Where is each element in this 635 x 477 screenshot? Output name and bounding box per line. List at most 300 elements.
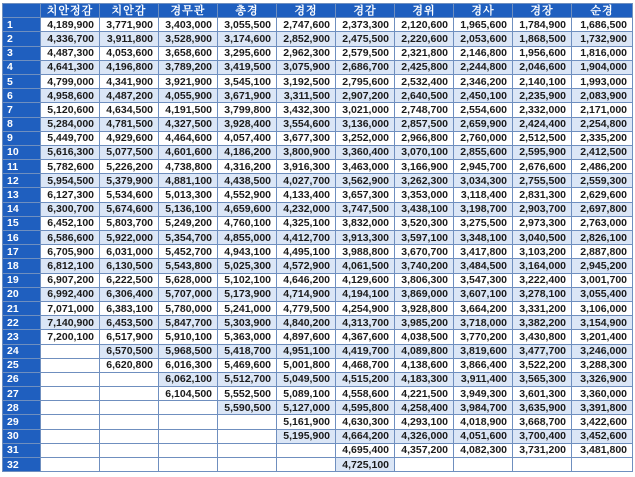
table-cell: 2,332,000	[513, 103, 572, 117]
table-cell: 2,748,700	[395, 103, 454, 117]
table-cell: 3,747,500	[336, 202, 395, 216]
table-cell: 1,904,000	[572, 60, 633, 74]
table-cell: 3,832,000	[336, 216, 395, 230]
table-cell: 3,601,300	[513, 387, 572, 401]
row-number: 16	[3, 231, 41, 245]
table-cell: 2,826,100	[572, 231, 633, 245]
table-cell: 4,641,300	[41, 60, 100, 74]
row-number: 7	[3, 103, 41, 117]
table-cell: 3,481,800	[572, 443, 633, 457]
table-cell: 3,789,200	[159, 60, 218, 74]
table-cell: 4,840,200	[277, 316, 336, 330]
table-cell: 4,186,200	[218, 145, 277, 159]
table-row	[3, 89, 633, 103]
table-cell: 4,336,700	[41, 32, 100, 46]
table-cell: 4,129,600	[336, 273, 395, 287]
table-cell: 7,140,900	[41, 316, 100, 330]
row-number: 28	[3, 401, 41, 415]
table-cell: 5,616,300	[41, 145, 100, 159]
table-cell: 3,677,300	[277, 131, 336, 145]
table-cell	[277, 458, 336, 472]
table-cell: 2,629,600	[572, 188, 633, 202]
table-cell: 6,306,400	[100, 287, 159, 301]
table-cell: 2,559,300	[572, 174, 633, 188]
header-corner	[3, 4, 41, 18]
table-cell	[218, 429, 277, 443]
table-cell: 1,965,600	[454, 18, 513, 32]
table-cell: 3,391,800	[572, 401, 633, 415]
row-number: 14	[3, 202, 41, 216]
table-cell: 4,327,500	[159, 117, 218, 131]
table-cell: 4,089,800	[395, 344, 454, 358]
table-cell: 3,658,600	[159, 46, 218, 60]
table-row	[3, 160, 633, 174]
column-header: 치안정감	[41, 4, 100, 18]
table-cell: 5,226,200	[100, 160, 159, 174]
table-cell: 3,075,900	[277, 60, 336, 74]
table-row	[3, 74, 633, 88]
table-cell: 5,136,100	[159, 202, 218, 216]
row-number: 32	[3, 458, 41, 472]
row-number: 24	[3, 344, 41, 358]
table-row	[3, 18, 633, 32]
table-cell	[100, 372, 159, 386]
table-cell: 3,562,900	[336, 174, 395, 188]
table-cell: 2,857,500	[395, 117, 454, 131]
table-cell: 4,133,400	[277, 188, 336, 202]
table-cell: 3,916,300	[277, 160, 336, 174]
table-cell: 4,951,100	[277, 344, 336, 358]
table-row	[3, 443, 633, 457]
table-cell: 2,962,300	[277, 46, 336, 60]
table-cell: 4,714,900	[277, 287, 336, 301]
table-cell: 3,528,900	[159, 32, 218, 46]
table-cell	[218, 415, 277, 429]
table-cell: 2,973,300	[513, 216, 572, 230]
table-cell	[41, 401, 100, 415]
table-cell: 3,988,800	[336, 245, 395, 259]
table-cell: 4,357,200	[395, 443, 454, 457]
table-cell	[100, 429, 159, 443]
table-cell: 5,469,600	[218, 358, 277, 372]
table-cell: 4,254,900	[336, 301, 395, 315]
table-cell	[41, 443, 100, 457]
table-cell: 6,586,600	[41, 231, 100, 245]
table-cell: 2,450,100	[454, 89, 513, 103]
table-cell: 5,780,000	[159, 301, 218, 315]
row-number: 13	[3, 188, 41, 202]
table-cell: 4,487,300	[41, 46, 100, 60]
table-cell: 2,475,500	[336, 32, 395, 46]
table-cell: 3,164,000	[513, 259, 572, 273]
table-row	[3, 174, 633, 188]
table-cell: 6,620,800	[100, 358, 159, 372]
table-cell: 3,262,300	[395, 174, 454, 188]
table-cell: 3,911,800	[100, 32, 159, 46]
table-row	[3, 131, 633, 145]
table-cell	[159, 443, 218, 457]
table-cell: 3,275,500	[454, 216, 513, 230]
table-cell: 4,695,400	[336, 443, 395, 457]
table-cell: 7,071,000	[41, 301, 100, 315]
table-cell: 3,452,600	[572, 429, 633, 443]
table-cell: 2,146,800	[454, 46, 513, 60]
table-row	[3, 387, 633, 401]
table-cell: 2,579,500	[336, 46, 395, 60]
table-cell: 4,929,600	[100, 131, 159, 145]
table-cell: 4,057,400	[218, 131, 277, 145]
row-number: 23	[3, 330, 41, 344]
table-cell: 1,868,500	[513, 32, 572, 46]
row-number: 15	[3, 216, 41, 230]
table-cell: 4,897,600	[277, 330, 336, 344]
table-cell: 2,795,600	[336, 74, 395, 88]
table-cell: 3,222,400	[513, 273, 572, 287]
table-cell: 5,025,300	[218, 259, 277, 273]
table-cell: 5,241,000	[218, 301, 277, 315]
table-cell: 3,463,000	[336, 160, 395, 174]
table-cell: 4,183,300	[395, 372, 454, 386]
table-cell: 6,031,000	[100, 245, 159, 259]
table-cell: 4,595,800	[336, 401, 395, 415]
column-header: 경위	[395, 4, 454, 18]
table-row	[3, 202, 633, 216]
table-cell: 2,424,400	[513, 117, 572, 131]
table-cell: 5,195,900	[277, 429, 336, 443]
table-cell: 6,907,200	[41, 273, 100, 287]
table-row	[3, 273, 633, 287]
table-cell: 3,331,200	[513, 301, 572, 315]
table-cell: 5,534,600	[100, 188, 159, 202]
table-cell: 4,053,600	[100, 46, 159, 60]
table-cell: 4,779,500	[277, 301, 336, 315]
table-cell: 3,021,000	[336, 103, 395, 117]
table-cell: 5,512,700	[218, 372, 277, 386]
table-row	[3, 145, 633, 159]
table-cell: 2,254,800	[572, 117, 633, 131]
row-number: 21	[3, 301, 41, 315]
table-cell: 4,232,000	[277, 202, 336, 216]
table-cell: 2,747,600	[277, 18, 336, 32]
table-cell: 2,532,400	[395, 74, 454, 88]
table-cell: 3,547,300	[454, 273, 513, 287]
table-cell: 3,799,800	[218, 103, 277, 117]
table-cell: 3,432,300	[277, 103, 336, 117]
salary-table-container	[2, 3, 633, 472]
table-cell: 2,640,500	[395, 89, 454, 103]
table-cell: 4,881,100	[159, 174, 218, 188]
table-row	[3, 46, 633, 60]
table-cell: 4,725,100	[336, 458, 395, 472]
table-cell: 3,311,500	[277, 89, 336, 103]
table-cell: 2,659,900	[454, 117, 513, 131]
table-cell: 3,740,200	[395, 259, 454, 273]
table-cell: 4,316,200	[218, 160, 277, 174]
table-cell: 3,984,700	[454, 401, 513, 415]
table-cell: 3,819,600	[454, 344, 513, 358]
table-cell: 4,191,500	[159, 103, 218, 117]
table-cell: 2,346,200	[454, 74, 513, 88]
row-number: 1	[3, 18, 41, 32]
table-cell: 5,303,900	[218, 316, 277, 330]
table-cell	[395, 458, 454, 472]
table-cell: 3,246,000	[572, 344, 633, 358]
table-cell: 4,572,900	[277, 259, 336, 273]
table-cell: 3,070,100	[395, 145, 454, 159]
table-cell: 3,597,100	[395, 231, 454, 245]
row-number: 12	[3, 174, 41, 188]
table-cell: 5,102,100	[218, 273, 277, 287]
column-header: 치안감	[100, 4, 159, 18]
table-cell: 2,903,700	[513, 202, 572, 216]
table-row	[3, 32, 633, 46]
table-cell: 4,738,800	[159, 160, 218, 174]
table-cell: 3,403,000	[159, 18, 218, 32]
table-cell: 5,449,700	[41, 131, 100, 145]
table-row	[3, 372, 633, 386]
row-number: 4	[3, 60, 41, 74]
table-cell: 6,300,700	[41, 202, 100, 216]
table-cell: 3,554,600	[277, 117, 336, 131]
table-cell: 3,869,000	[395, 287, 454, 301]
table-cell: 2,855,600	[454, 145, 513, 159]
table-row	[3, 231, 633, 245]
table-cell: 5,089,100	[277, 387, 336, 401]
table-cell	[159, 429, 218, 443]
table-cell: 4,438,500	[218, 174, 277, 188]
table-cell: 3,985,200	[395, 316, 454, 330]
row-number: 26	[3, 372, 41, 386]
table-cell: 6,127,300	[41, 188, 100, 202]
table-cell: 3,360,000	[572, 387, 633, 401]
table-cell: 3,001,700	[572, 273, 633, 287]
table-cell	[513, 458, 572, 472]
table-cell: 4,419,700	[336, 344, 395, 358]
table-cell: 2,676,600	[513, 160, 572, 174]
table-row	[3, 358, 633, 372]
table-cell: 3,192,500	[277, 74, 336, 88]
table-cell: 3,154,900	[572, 316, 633, 330]
table-cell: 3,635,900	[513, 401, 572, 415]
table-cell: 6,062,100	[159, 372, 218, 386]
table-cell: 4,552,900	[218, 188, 277, 202]
table-cell: 5,049,500	[277, 372, 336, 386]
table-cell: 1,784,900	[513, 18, 572, 32]
table-cell: 4,630,300	[336, 415, 395, 429]
table-cell: 4,138,600	[395, 358, 454, 372]
table-cell: 2,335,200	[572, 131, 633, 145]
table-cell: 4,055,900	[159, 89, 218, 103]
table-cell: 5,803,700	[100, 216, 159, 230]
table-cell: 3,348,100	[454, 231, 513, 245]
table-cell: 2,945,200	[572, 259, 633, 273]
table-cell: 3,055,400	[572, 287, 633, 301]
table-cell: 3,657,300	[336, 188, 395, 202]
table-cell: 4,341,900	[100, 74, 159, 88]
table-cell: 4,051,600	[454, 429, 513, 443]
row-number: 9	[3, 131, 41, 145]
table-cell: 2,554,600	[454, 103, 513, 117]
table-cell: 3,664,200	[454, 301, 513, 315]
row-number: 5	[3, 74, 41, 88]
table-cell: 5,782,600	[41, 160, 100, 174]
table-cell: 4,325,100	[277, 216, 336, 230]
row-number: 8	[3, 117, 41, 131]
table-cell: 5,418,700	[218, 344, 277, 358]
table-cell: 5,354,700	[159, 231, 218, 245]
table-cell: 4,958,600	[41, 89, 100, 103]
table-cell: 2,831,300	[513, 188, 572, 202]
table-cell: 3,295,600	[218, 46, 277, 60]
row-number: 3	[3, 46, 41, 60]
table-cell	[100, 387, 159, 401]
table-cell: 2,686,700	[336, 60, 395, 74]
table-cell: 2,887,800	[572, 245, 633, 259]
table-cell: 3,928,400	[218, 117, 277, 131]
table-cell: 4,189,900	[41, 18, 100, 32]
table-cell: 3,671,900	[218, 89, 277, 103]
table-cell: 5,847,700	[159, 316, 218, 330]
table-cell: 4,038,500	[395, 330, 454, 344]
table-cell: 4,558,600	[336, 387, 395, 401]
table-cell: 1,816,000	[572, 46, 633, 60]
table-cell: 1,732,900	[572, 32, 633, 46]
table-cell: 4,634,500	[100, 103, 159, 117]
table-cell: 6,570,500	[100, 344, 159, 358]
table-cell: 4,646,200	[277, 273, 336, 287]
table-cell: 3,477,700	[513, 344, 572, 358]
table-cell: 5,013,300	[159, 188, 218, 202]
table-body	[3, 18, 633, 472]
row-number: 27	[3, 387, 41, 401]
table-cell: 3,382,200	[513, 316, 572, 330]
table-cell: 3,360,400	[336, 145, 395, 159]
table-cell: 2,760,000	[454, 131, 513, 145]
table-cell: 3,198,700	[454, 202, 513, 216]
table-cell: 4,293,100	[395, 415, 454, 429]
table-cell: 6,517,900	[100, 330, 159, 344]
table-cell: 2,053,600	[454, 32, 513, 46]
table-cell: 4,194,100	[336, 287, 395, 301]
table-row	[3, 316, 633, 330]
table-cell: 4,799,000	[41, 74, 100, 88]
table-cell: 3,278,100	[513, 287, 572, 301]
table-cell: 2,595,900	[513, 145, 572, 159]
table-cell: 5,161,900	[277, 415, 336, 429]
table-cell: 3,866,400	[454, 358, 513, 372]
table-cell: 4,018,900	[454, 415, 513, 429]
table-cell	[159, 458, 218, 472]
table-cell: 3,353,000	[395, 188, 454, 202]
table-cell: 5,552,500	[218, 387, 277, 401]
table-cell: 4,082,300	[454, 443, 513, 457]
table-cell: 3,800,900	[277, 145, 336, 159]
table-cell: 4,760,100	[218, 216, 277, 230]
table-row	[3, 60, 633, 74]
table-cell: 5,001,800	[277, 358, 336, 372]
table-cell: 3,545,100	[218, 74, 277, 88]
table-cell: 2,425,800	[395, 60, 454, 74]
table-cell: 3,520,300	[395, 216, 454, 230]
row-number: 17	[3, 245, 41, 259]
table-cell	[572, 458, 633, 472]
table-cell: 3,417,800	[454, 245, 513, 259]
table-row	[3, 103, 633, 117]
table-cell: 3,911,400	[454, 372, 513, 386]
table-cell	[41, 429, 100, 443]
table-cell: 5,707,000	[159, 287, 218, 301]
table-cell: 2,763,000	[572, 216, 633, 230]
table-row	[3, 330, 633, 344]
table-cell: 3,731,200	[513, 443, 572, 457]
row-number: 30	[3, 429, 41, 443]
table-cell: 3,522,200	[513, 358, 572, 372]
table-cell: 3,668,700	[513, 415, 572, 429]
table-cell: 3,565,300	[513, 372, 572, 386]
table-cell: 3,770,200	[454, 330, 513, 344]
table-cell	[159, 401, 218, 415]
table-cell	[41, 372, 100, 386]
table-cell: 5,284,000	[41, 117, 100, 131]
table-cell: 5,120,600	[41, 103, 100, 117]
table-row	[3, 344, 633, 358]
table-cell: 3,700,400	[513, 429, 572, 443]
table-cell: 3,928,800	[395, 301, 454, 315]
table-cell: 5,452,700	[159, 245, 218, 259]
table-cell: 2,486,200	[572, 160, 633, 174]
table-cell: 4,258,400	[395, 401, 454, 415]
table-cell: 2,220,600	[395, 32, 454, 46]
table-cell: 4,027,700	[277, 174, 336, 188]
table-cell: 6,016,300	[159, 358, 218, 372]
table-cell: 3,913,300	[336, 231, 395, 245]
table-cell: 4,221,500	[395, 387, 454, 401]
table-cell: 6,383,100	[100, 301, 159, 315]
table-cell: 3,118,400	[454, 188, 513, 202]
table-row	[3, 245, 633, 259]
table-cell: 3,326,900	[572, 372, 633, 386]
table-cell	[454, 458, 513, 472]
row-number: 25	[3, 358, 41, 372]
table-cell: 4,487,200	[100, 89, 159, 103]
table-row	[3, 301, 633, 315]
table-cell: 4,061,500	[336, 259, 395, 273]
row-number: 20	[3, 287, 41, 301]
table-cell: 4,515,200	[336, 372, 395, 386]
table-cell: 5,543,800	[159, 259, 218, 273]
table-cell: 3,040,500	[513, 231, 572, 245]
table-cell: 2,235,900	[513, 89, 572, 103]
table-cell: 3,670,700	[395, 245, 454, 259]
table-cell: 3,438,100	[395, 202, 454, 216]
table-cell: 6,130,500	[100, 259, 159, 273]
row-number: 2	[3, 32, 41, 46]
column-header: 경장	[513, 4, 572, 18]
table-cell: 3,718,000	[454, 316, 513, 330]
table-cell: 3,055,500	[218, 18, 277, 32]
row-number: 29	[3, 415, 41, 429]
table-cell: 4,464,600	[159, 131, 218, 145]
table-cell: 2,171,000	[572, 103, 633, 117]
table-cell: 3,607,100	[454, 287, 513, 301]
table-cell: 2,321,800	[395, 46, 454, 60]
table-cell	[100, 443, 159, 457]
table-cell: 3,422,600	[572, 415, 633, 429]
table-cell	[159, 415, 218, 429]
table-cell: 3,034,300	[454, 174, 513, 188]
table-cell: 5,249,200	[159, 216, 218, 230]
column-header: 경정	[277, 4, 336, 18]
